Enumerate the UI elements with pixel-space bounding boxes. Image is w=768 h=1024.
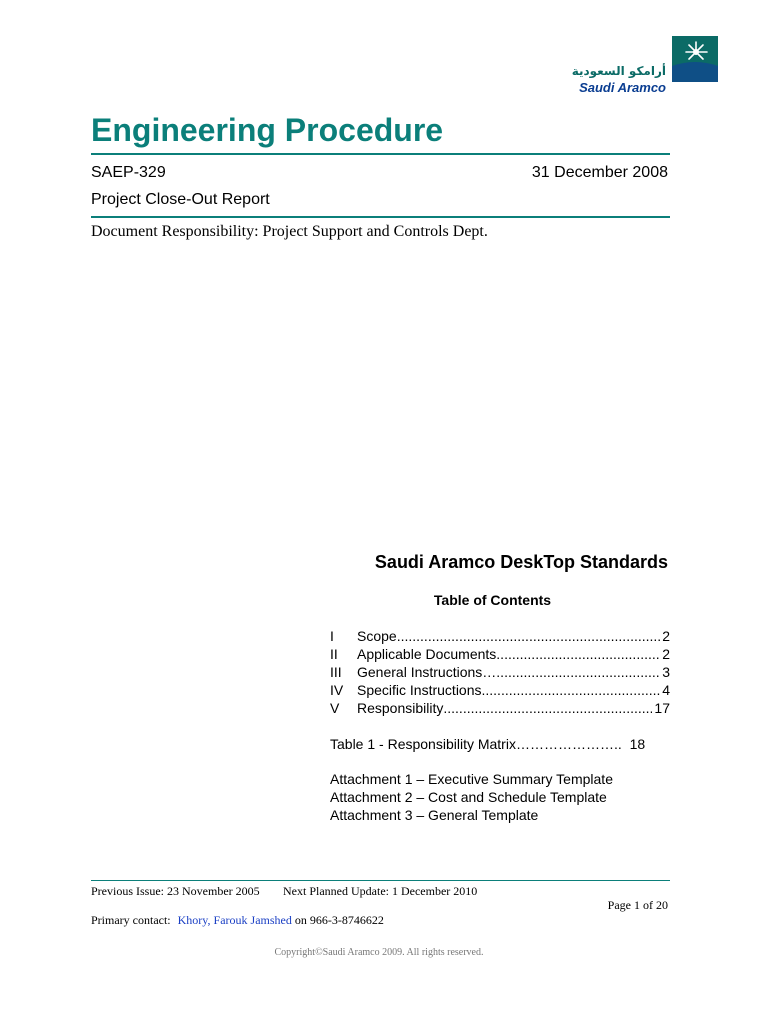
header-rule-bottom (91, 216, 670, 218)
toc-list (330, 627, 670, 717)
saudi-aramco-logo-icon (672, 36, 718, 82)
toc-leader-dots (496, 663, 660, 681)
toc-item-scope[interactable] (330, 627, 670, 645)
copyright-notice: Copyright©Saudi Aramco 2009. All rights reserved. (274, 947, 484, 958)
toc-item-page: 17 (654, 700, 670, 716)
header-rule-top (91, 153, 670, 155)
toc-table-page: 18 (629, 736, 646, 752)
toc-item-number: V (330, 700, 340, 716)
contact-name-link[interactable]: Khory, Farouk Jamshed (177, 913, 292, 927)
toc-title: Table of Contents (433, 592, 552, 608)
toc-attachment-3[interactable]: Attachment 3 – General Template (330, 807, 539, 823)
toc-leader-dots (496, 645, 660, 663)
next-planned-update: Next Planned Update: 1 December 2010 (283, 884, 478, 898)
toc-item-page: 3 (662, 664, 670, 680)
doc-number: SAEP-329 (91, 164, 166, 181)
toc-item-applicable-documents[interactable] (330, 645, 670, 663)
toc-table-label: Table 1 - Responsibility Matrix………………….. (330, 736, 622, 752)
toc-item-page: 2 (662, 628, 670, 644)
toc-item-number: IV (330, 682, 344, 698)
contact-prefix: Primary contact: (91, 913, 171, 927)
toc-item-label: Applicable Documents (357, 646, 497, 662)
toc-leader-dots (443, 699, 652, 717)
doc-date: 31 December 2008 (531, 164, 668, 181)
desktop-standards-title: Saudi Aramco DeskTop Standards (374, 552, 668, 572)
primary-contact (91, 913, 384, 928)
toc-table-entry[interactable] (330, 735, 645, 753)
toc-item-label: General Instructions… (357, 664, 497, 680)
toc-item-general-instructions[interactable] (330, 663, 670, 681)
toc-item-number: III (330, 664, 342, 680)
toc-item-page: 2 (662, 646, 670, 662)
toc-item-label: Scope (357, 628, 397, 644)
footer-rule (91, 880, 670, 881)
logo-english-text: Saudi Aramco (579, 80, 666, 95)
toc-item-responsibility[interactable] (330, 699, 670, 717)
toc-attachment-1[interactable]: Attachment 1 – Executive Summary Template (330, 771, 613, 787)
previous-issue: Previous Issue: 23 November 2005 (91, 884, 260, 898)
toc-item-number: I (330, 628, 334, 644)
toc-item-label: Specific Instructions (357, 682, 482, 698)
doc-subtitle: Project Close-Out Report (91, 191, 270, 208)
document-responsibility: Document Responsibility: Project Support and Controls Dept. (91, 223, 488, 240)
toc-item-page: 4 (662, 682, 670, 698)
toc-item-number: II (330, 646, 338, 662)
toc-item-label: Responsibility (357, 700, 444, 716)
toc-leader-dots (482, 681, 661, 699)
toc-item-specific-instructions[interactable] (330, 681, 670, 699)
toc-attachment-2[interactable]: Attachment 2 – Cost and Schedule Template (330, 789, 607, 805)
contact-phone: on 966-3-8746622 (294, 913, 384, 927)
page-title: Engineering Procedure (91, 112, 444, 148)
logo-arabic-text: أرامكو السعودية (571, 64, 666, 78)
toc-leader-dots (397, 627, 661, 645)
page-number: Page 1 of 20 (607, 898, 668, 912)
